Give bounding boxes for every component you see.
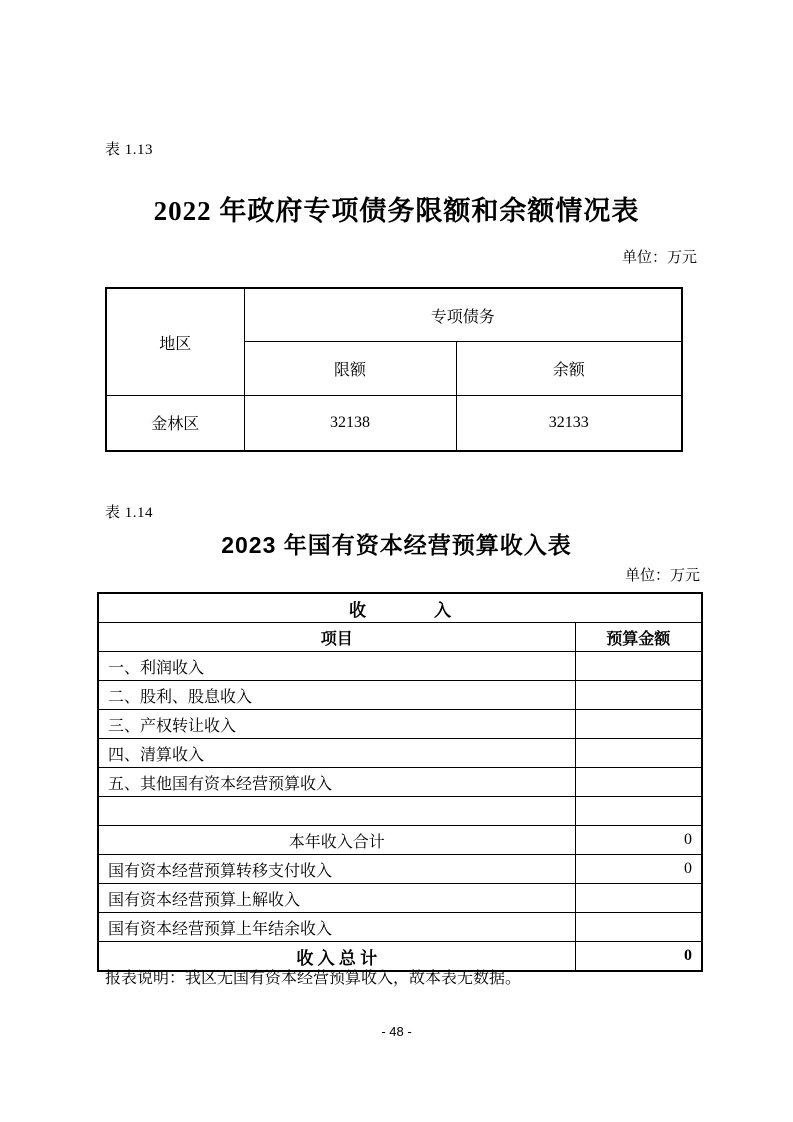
debt-table-limit-header: 限额 [244, 342, 456, 396]
table-row [98, 739, 702, 768]
table-row [98, 884, 702, 913]
table-1-label: 表 1.13 [105, 142, 154, 158]
table-row [98, 652, 702, 681]
revenue-table-item-header: 项目 [98, 623, 575, 652]
debt-table-region-header: 地区 [106, 288, 244, 396]
debt-table-group-header: 专项债务 [244, 288, 682, 342]
item-cell: 本年收入合计 [98, 826, 575, 855]
table-row [98, 623, 702, 652]
page-number: - 48 - [381, 1024, 412, 1039]
table-row [98, 797, 702, 826]
item-cell: 一、利润收入 [98, 652, 575, 681]
report-note: 报表说明：我区无国有资本经营预算收入，故本表无数据。 [105, 970, 522, 987]
table-2-unit-label: 单位：万元 [624, 568, 700, 584]
table-row [98, 913, 702, 942]
item-cell: 国有资本经营预算转移支付收入 [98, 855, 575, 884]
table-row [98, 768, 702, 797]
revenue-table-span-header: 收 入 [98, 593, 702, 623]
amount-cell [575, 681, 702, 710]
table-row [98, 681, 702, 710]
debt-table-limit-cell: 32138 [244, 396, 456, 451]
total-row-label: 收 入 总 计 [98, 942, 575, 972]
item-cell [98, 797, 575, 826]
table-2-label: 表 1.14 [105, 505, 154, 521]
item-cell: 国有资本经营预算上年结余收入 [98, 913, 575, 942]
amount-cell [575, 739, 702, 768]
amount-cell: 0 [575, 826, 702, 855]
revenue-table-amount-header: 预算金额 [575, 623, 702, 652]
table-row [98, 710, 702, 739]
amount-cell [575, 913, 702, 942]
total-row-amount: 0 [575, 942, 702, 972]
debt-table-balance-header: 余额 [456, 342, 682, 396]
debt-table-region-cell: 金林区 [106, 396, 244, 451]
amount-cell: 0 [575, 855, 702, 884]
table-row [98, 593, 702, 623]
table-row [106, 396, 682, 451]
debt-table-balance-cell: 32133 [456, 396, 682, 451]
table-2-title: 2023 年国有资本经营预算收入表 [221, 532, 572, 558]
item-cell: 四、清算收入 [98, 739, 575, 768]
revenue-table [97, 592, 703, 972]
table-1-unit-label: 单位：万元 [621, 250, 697, 266]
item-cell: 国有资本经营预算上解收入 [98, 884, 575, 913]
debt-limit-table [105, 287, 683, 452]
table-row [98, 826, 702, 855]
amount-cell [575, 884, 702, 913]
amount-cell [575, 768, 702, 797]
table-row [98, 855, 702, 884]
item-cell: 三、产权转让收入 [98, 710, 575, 739]
item-cell: 五、其他国有资本经营预算收入 [98, 768, 575, 797]
amount-cell [575, 797, 702, 826]
item-cell: 二、股利、股息收入 [98, 681, 575, 710]
amount-cell [575, 652, 702, 681]
amount-cell [575, 710, 702, 739]
table-1-title: 2022 年政府专项债务限额和余额情况表 [153, 196, 640, 226]
